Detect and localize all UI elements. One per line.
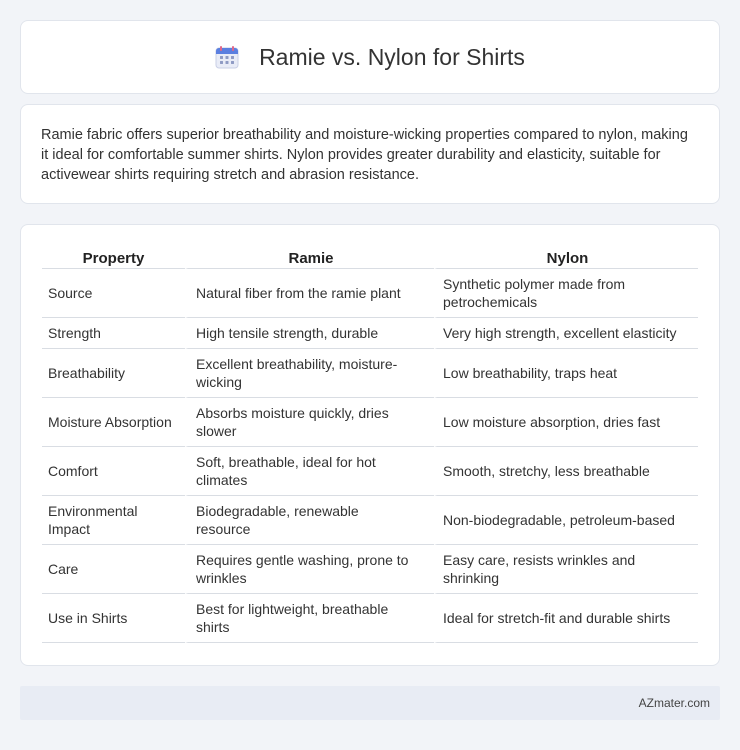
property-cell: Care <box>42 545 185 594</box>
table-row <box>42 545 698 594</box>
property-cell: Breathability <box>42 349 185 398</box>
table-row <box>42 318 698 349</box>
ramie-cell: Biodegradable, renewable resource <box>185 496 434 545</box>
table-row <box>42 269 698 318</box>
ramie-cell: Best for lightweight, breathable shirts <box>185 594 434 643</box>
header-property: Property <box>42 245 185 269</box>
header-nylon: Nylon <box>434 245 698 269</box>
footer-bar <box>20 686 720 720</box>
nylon-cell: Very high strength, excellent elasticity <box>434 318 698 349</box>
intro-card <box>20 104 720 204</box>
table-row <box>42 594 698 643</box>
header-ramie: Ramie <box>185 245 434 269</box>
ramie-cell: Natural fiber from the ramie plant <box>185 269 434 318</box>
ramie-cell: Soft, breathable, ideal for hot climates <box>185 447 434 496</box>
table-row <box>42 398 698 447</box>
title-wrap <box>215 44 525 71</box>
ramie-cell: Requires gentle washing, prone to wrinkles <box>185 545 434 594</box>
comparison-table <box>42 245 698 643</box>
nylon-cell: Smooth, stretchy, less breathable <box>434 447 698 496</box>
property-cell: Environmental Impact <box>42 496 185 545</box>
property-cell: Source <box>42 269 185 318</box>
ramie-cell: High tensile strength, durable <box>185 318 434 349</box>
table-row <box>42 447 698 496</box>
intro-text: Ramie fabric offers superior breathability and moisture-wicking properties compared to nylon, making it ideal for comfortable summer shirts. Nylon provides greater durability and elasticity, suitable for activewear shirts requiring stretch and abrasion resistance. <box>41 127 688 183</box>
nylon-cell: Low moisture absorption, dries fast <box>434 398 698 447</box>
title-card <box>20 20 720 94</box>
ramie-cell: Excellent breathability, moisture-wicking <box>185 349 434 398</box>
page-title: Ramie vs. Nylon for Shirts <box>259 43 525 70</box>
property-cell: Comfort <box>42 447 185 496</box>
property-cell: Strength <box>42 318 185 349</box>
property-cell: Moisture Absorption <box>42 398 185 447</box>
property-cell: Use in Shirts <box>42 594 185 643</box>
ramie-cell: Absorbs moisture quickly, dries slower <box>185 398 434 447</box>
calendar-icon <box>215 45 239 69</box>
table-row <box>42 496 698 545</box>
nylon-cell: Synthetic polymer made from petrochemicals <box>434 269 698 318</box>
table-header-row <box>42 245 698 269</box>
nylon-cell: Non-biodegradable, petroleum-based <box>434 496 698 545</box>
nylon-cell: Easy care, resists wrinkles and shrinking <box>434 545 698 594</box>
comparison-card <box>20 224 720 666</box>
nylon-cell: Low breathability, traps heat <box>434 349 698 398</box>
table-row <box>42 349 698 398</box>
nylon-cell: Ideal for stretch-fit and durable shirts <box>434 594 698 643</box>
footer-brand[interactable]: AZmater.com <box>638 696 710 710</box>
